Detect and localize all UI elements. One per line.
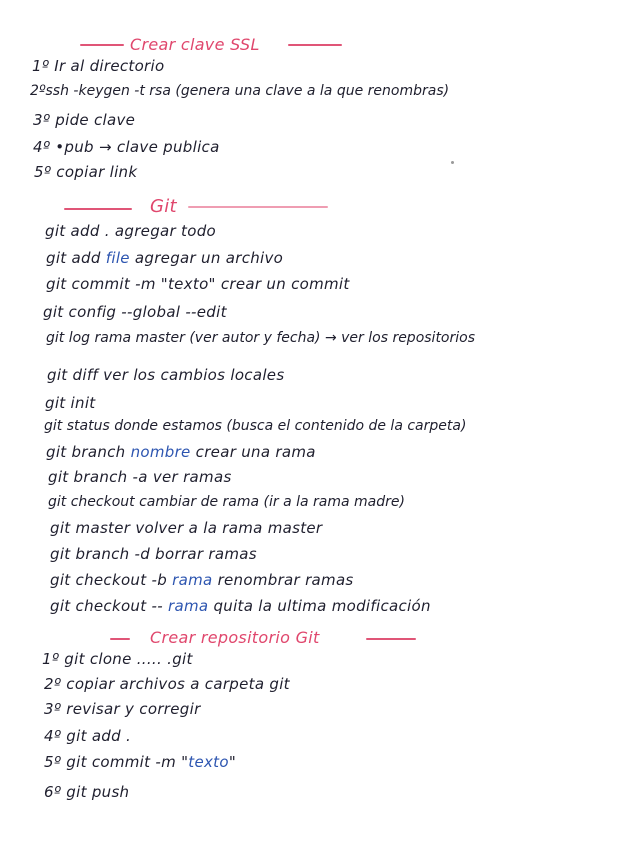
git-command: git checkout [48, 494, 135, 510]
git-command-row [50, 519, 322, 537]
repo-step-5-quote: " [228, 753, 237, 771]
ssl-step-2: 2ºssh -keygen -t rsa (genera una clave a la que renombras) [30, 83, 450, 99]
git-command-description: cambiar de rama (ir a la rama madre) [139, 494, 405, 510]
repo-heading-rule-left [110, 638, 130, 640]
git-heading-rule-right [188, 206, 328, 208]
git-command-row [50, 571, 354, 589]
git-command-row [46, 275, 350, 293]
git-command-description: agregar un archivo [134, 249, 284, 267]
ssl-step-4: 4º •pub → clave publica [33, 138, 220, 156]
git-heading-rule-left [64, 208, 132, 210]
repo-step-5-message: texto [188, 753, 229, 771]
repo-section-title: Crear repositorio Git [150, 628, 320, 647]
git-command: git diff [47, 366, 98, 384]
git-command: git checkout -- [50, 597, 163, 615]
git-command-row [45, 394, 95, 412]
git-command-row [48, 494, 405, 510]
git-command: git add [46, 249, 101, 267]
git-command-description: donde estamos (busca el contenido de la carpeta) [114, 418, 467, 434]
git-command: git branch -d [50, 545, 151, 563]
git-command: git init [45, 394, 96, 412]
git-command-row [48, 468, 232, 486]
git-command: git config --global --edit [43, 303, 227, 321]
paper-speck [451, 161, 454, 164]
git-command-description: borrar ramas [155, 545, 257, 563]
repo-heading-rule-right [366, 638, 416, 640]
git-command-description: volver a la rama master [135, 519, 323, 537]
heading-rule-right [288, 44, 342, 46]
git-command-description: crear un commit [220, 275, 350, 293]
git-command-row [46, 330, 475, 346]
ssl-step-3: 3º pide clave [33, 111, 136, 129]
git-command: git master [50, 519, 131, 537]
git-command-row [50, 545, 257, 563]
git-section-title: Git [150, 196, 177, 217]
git-command-row [45, 222, 216, 240]
git-command-argument: rama [172, 571, 213, 589]
git-command: git branch [46, 443, 126, 461]
git-command-description: rama master (ver autor y fecha) → ver los repositorios [94, 330, 476, 346]
git-command-row [47, 366, 284, 384]
repo-step-3: 3º revisar y corregir [44, 700, 201, 718]
ssl-section-title: Crear clave SSL [130, 35, 260, 54]
ssl-step-5: 5º copiar link [34, 163, 138, 181]
git-command-description: ver los cambios locales [103, 366, 285, 384]
git-command-description: crear una rama [195, 443, 316, 461]
ssl-step-1: 1º Ir al directorio [32, 57, 165, 75]
git-command-row [44, 418, 466, 434]
repo-step-4: 4º git add . [44, 727, 132, 745]
git-command-argument: nombre [130, 443, 191, 461]
git-command-argument: file [105, 249, 130, 267]
git-command-row [50, 597, 431, 615]
git-command-row [46, 249, 283, 267]
git-command: git checkout -b [50, 571, 168, 589]
git-command: git add . [45, 222, 110, 240]
repo-step-6: 6º git push [44, 783, 130, 801]
git-command-row [46, 443, 316, 461]
git-command: git status [44, 418, 110, 434]
repo-step-5: 5º git commit -m " [44, 753, 189, 771]
git-command: git commit -m "texto" [46, 275, 216, 293]
git-command-description: quita la ultima modificación [213, 597, 431, 615]
git-command-description: agregar todo [114, 222, 217, 240]
git-command-row [43, 303, 227, 321]
repo-step-5-row [44, 753, 236, 771]
repo-step-2: 2º copiar archivos a carpeta git [44, 675, 290, 693]
git-command-description: renombrar ramas [217, 571, 354, 589]
repo-step-1: 1º git clone ..... .git [42, 650, 193, 668]
git-command-description: ver ramas [152, 468, 232, 486]
heading-rule-left [80, 44, 124, 46]
git-command: git log [46, 330, 91, 346]
git-command: git branch -a [48, 468, 148, 486]
git-command-argument: rama [168, 597, 209, 615]
